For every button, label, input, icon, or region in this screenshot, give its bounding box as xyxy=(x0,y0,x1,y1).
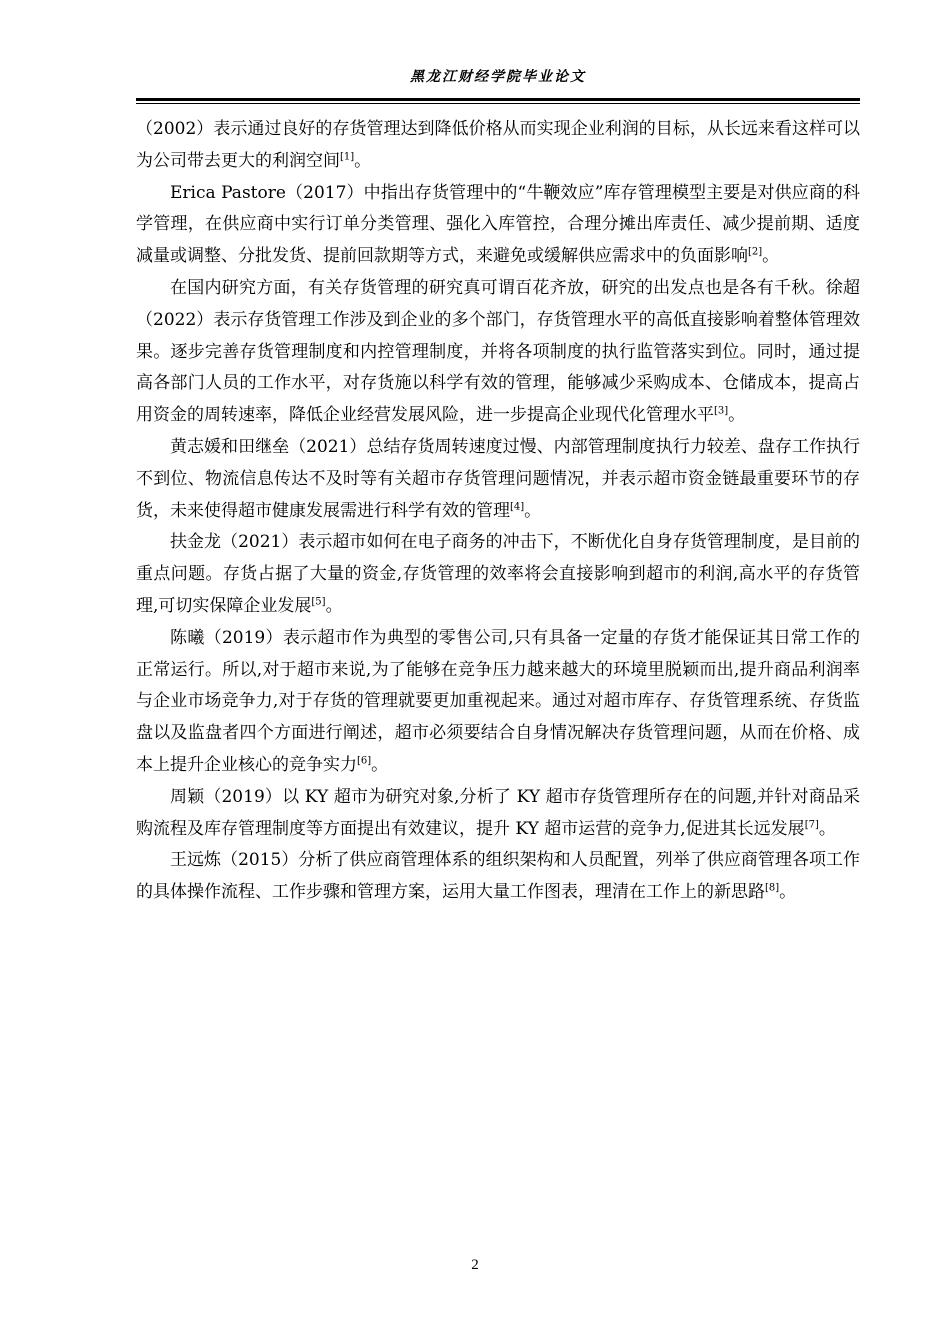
body-text xyxy=(136,114,860,909)
citation-ref: [8] xyxy=(765,882,780,894)
paragraph-text: 黄志媛和田继垒（2021）总结存货周转速度过慢、内部管理制度执行力较差、盘存工作执行不到位、物流信息传达不及时等有关超市存货管理问题情况，并表示超市资金链最重要环节的存货，未来使得超市健康发展需进行科学有效的管理 xyxy=(136,436,860,521)
paragraph-text: 扶金龙（2021）表示超市如何在电子商务的冲击下，不断优化自身存货管理制度，是目前的重点问题。存货占据了大量的资金,存货管理的效率将会直接影响到超市的利润,高水平的存货管理,可切实保障企业发展 xyxy=(136,532,860,616)
citation-ref: [7] xyxy=(804,818,819,830)
paragraph-1 xyxy=(136,114,860,178)
paragraph-7 xyxy=(136,782,860,846)
paragraph-2 xyxy=(136,178,860,273)
header-title: 黑龙江财经学院毕业论文 xyxy=(410,69,586,85)
paragraph-text: （2002）表示通过良好的存货管理达到降低价格从而实现企业利润的目标，从长远来看这样可以为公司带去更大的利润空间 xyxy=(136,119,860,171)
paragraph-tail: 。 xyxy=(354,150,372,171)
paragraph-tail: 。 xyxy=(524,500,542,521)
paragraph-tail: 。 xyxy=(728,405,746,426)
paragraph-text: 陈曦（2019）表示超市作为典型的零售公司,只有具备一定量的存货才能保证其日常工作的正常运行。所以,对于超市来说,为了能够在竞争压力越来越大的环境里脱颖而出,提升商品利润率与企业市场竞争力,对于存货的管理就要更加重视起来。通过对超市库存、存货管理系统、存货监盘以及监盘者四个方面进行阐述，超市必须要结合自身情况解决存货管理问题，从而在价格、成本上提升企业核心的竞争实力 xyxy=(136,627,860,775)
paragraph-text: 在国内研究方面，有关存货管理的研究真可谓百花齐放，研究的出发点也是各有千秋。徐超（2022）表示存货管理工作涉及到企业的多个部门，存货管理水平的高低直接影响着整体管理效果。逐步完善存货管理制度和内控管理制度，并将各项制度的执行监管落实到位。同时，通过提高各部门人员的工作水平，对存货施以科学有效的管理，能够减少采购成本、仓储成本，提高占用资金的周转速率，降低企业经营发展风险，进一步提高企业现代化管理水平 xyxy=(136,277,860,426)
citation-ref: [6] xyxy=(357,755,372,767)
paragraph-6 xyxy=(136,623,860,782)
paragraph-tail: 。 xyxy=(762,246,780,267)
citation-ref: [4] xyxy=(510,500,525,512)
paragraph-tail: 。 xyxy=(371,754,389,775)
paragraph-5 xyxy=(136,527,860,622)
paragraph-3 xyxy=(136,273,860,432)
citation-ref: [1] xyxy=(340,151,355,163)
paragraph-text: Erica Pastore（2017）中指出存货管理中的“牛鞭效应”库存管理模型主要是对供应商的科学管理，在供应商中实行订单分类管理、强化入库管控，合理分摊出库责任、减少提前期、适度减量或调整、分批发货、提前回款期等方式，来避免或缓解供应需求中的负面影响 xyxy=(136,182,860,267)
paragraph-text: 周颖（2019）以 KY 超市为研究对象,分析了 KY 超市存货管理所存在的问题,并针对商品采购流程及库存管理制度等方面提出有效建议，提升 KY 超市运营的竞争力,促进其长远发展 xyxy=(136,786,860,839)
page-header xyxy=(136,66,860,88)
citation-ref: [2] xyxy=(748,246,763,258)
page-number: 2 xyxy=(471,1257,479,1273)
header-rule-thick xyxy=(136,98,860,101)
paragraph-tail: 。 xyxy=(325,595,343,616)
paragraph-tail: 。 xyxy=(818,818,836,839)
paragraph-tail: 。 xyxy=(779,882,797,903)
citation-ref: [3] xyxy=(714,405,729,417)
paragraph-text: 王远炼（2015）分析了供应商管理体系的组织架构和人员配置，列举了供应商管理各项工作的具体操作流程、工作步骤和管理方案，运用大量工作图表，理清在工作上的新思路 xyxy=(136,850,860,903)
paragraph-8 xyxy=(136,845,860,909)
citation-ref: [5] xyxy=(311,596,326,608)
header-rule-thin xyxy=(136,103,860,104)
paragraph-4 xyxy=(136,432,860,527)
